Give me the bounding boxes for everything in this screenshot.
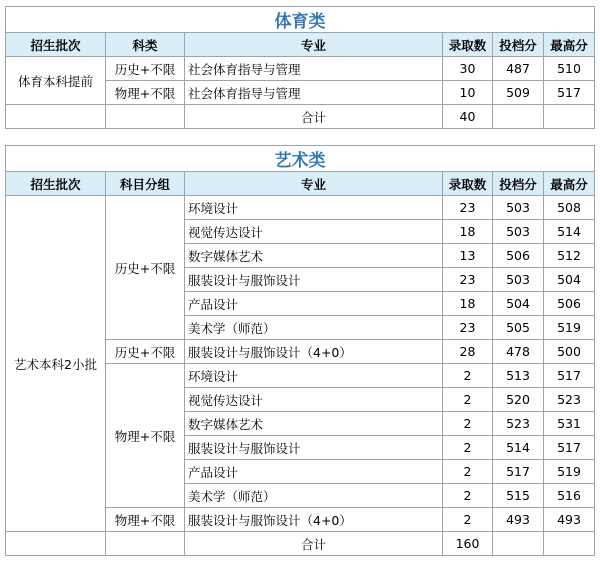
filing-score-cell: 478 bbox=[493, 340, 544, 364]
category-cell: 物理+不限 bbox=[106, 81, 185, 105]
header-category: 科类 bbox=[106, 33, 185, 57]
admitted-cell: 30 bbox=[443, 57, 493, 81]
filing-score-cell: 514 bbox=[493, 436, 544, 460]
table-row bbox=[6, 57, 595, 81]
major-cell: 视觉传达设计 bbox=[185, 388, 443, 412]
major-cell: 服装设计与服饰设计（4+0） bbox=[185, 508, 443, 532]
header-filing-score: 投档分 bbox=[493, 172, 544, 196]
max-score-cell: 519 bbox=[544, 316, 595, 340]
major-cell: 产品设计 bbox=[185, 292, 443, 316]
major-cell: 美术学（师范） bbox=[185, 316, 443, 340]
total-value: 160 bbox=[443, 532, 493, 556]
admitted-cell: 23 bbox=[443, 316, 493, 340]
admitted-cell: 28 bbox=[443, 340, 493, 364]
header-major: 专业 bbox=[185, 33, 443, 57]
admitted-cell: 18 bbox=[443, 220, 493, 244]
arts-header-row bbox=[6, 172, 595, 196]
filing-score-cell: 523 bbox=[493, 412, 544, 436]
max-score-cell: 510 bbox=[544, 57, 595, 81]
major-cell: 社会体育指导与管理 bbox=[185, 57, 443, 81]
subject-group-cell: 物理+不限 bbox=[106, 508, 185, 532]
filing-score-cell: 493 bbox=[493, 508, 544, 532]
max-score-cell: 508 bbox=[544, 196, 595, 220]
admitted-cell: 18 bbox=[443, 292, 493, 316]
filing-score-cell: 520 bbox=[493, 388, 544, 412]
admitted-cell: 2 bbox=[443, 436, 493, 460]
sports-table bbox=[5, 6, 595, 129]
arts-title: 艺术类 bbox=[6, 146, 595, 172]
total-value: 40 bbox=[443, 105, 493, 129]
sports-title: 体育类 bbox=[6, 7, 595, 33]
admitted-cell: 10 bbox=[443, 81, 493, 105]
max-score-cell: 517 bbox=[544, 81, 595, 105]
header-major: 专业 bbox=[185, 172, 443, 196]
filing-score-cell: 517 bbox=[493, 460, 544, 484]
total-row bbox=[6, 532, 595, 556]
sports-table-block bbox=[5, 6, 594, 129]
header-batch: 招生批次 bbox=[6, 172, 106, 196]
admitted-cell: 23 bbox=[443, 196, 493, 220]
filing-score-cell: 504 bbox=[493, 292, 544, 316]
sports-header-row bbox=[6, 33, 595, 57]
max-score-cell: 517 bbox=[544, 436, 595, 460]
max-score-cell: 504 bbox=[544, 268, 595, 292]
filing-score-cell: 509 bbox=[493, 81, 544, 105]
major-cell: 服装设计与服饰设计 bbox=[185, 436, 443, 460]
major-cell: 数字媒体艺术 bbox=[185, 412, 443, 436]
admitted-cell: 2 bbox=[443, 364, 493, 388]
major-cell: 视觉传达设计 bbox=[185, 220, 443, 244]
max-score-cell: 519 bbox=[544, 460, 595, 484]
filing-score-cell: 487 bbox=[493, 57, 544, 81]
filing-score-cell: 503 bbox=[493, 196, 544, 220]
max-score-cell: 514 bbox=[544, 220, 595, 244]
filing-score-cell: 503 bbox=[493, 268, 544, 292]
admitted-cell: 23 bbox=[443, 268, 493, 292]
header-max-score: 最高分 bbox=[544, 172, 595, 196]
filing-score-cell: 503 bbox=[493, 220, 544, 244]
max-score-cell: 516 bbox=[544, 484, 595, 508]
admitted-cell: 13 bbox=[443, 244, 493, 268]
arts-table-block bbox=[5, 145, 594, 556]
major-cell: 环境设计 bbox=[185, 364, 443, 388]
major-cell: 服装设计与服饰设计 bbox=[185, 268, 443, 292]
major-cell: 社会体育指导与管理 bbox=[185, 81, 443, 105]
max-score-cell: 506 bbox=[544, 292, 595, 316]
filing-score-cell: 505 bbox=[493, 316, 544, 340]
table-row bbox=[6, 196, 595, 220]
total-row bbox=[6, 105, 595, 129]
batch-cell: 艺术本科2小批 bbox=[6, 196, 106, 532]
header-admitted: 录取数 bbox=[443, 172, 493, 196]
arts-table bbox=[5, 145, 595, 556]
header-filing-score: 投档分 bbox=[493, 33, 544, 57]
max-score-cell: 500 bbox=[544, 340, 595, 364]
max-score-cell: 512 bbox=[544, 244, 595, 268]
admitted-cell: 2 bbox=[443, 460, 493, 484]
admitted-cell: 2 bbox=[443, 412, 493, 436]
batch-cell: 体育本科提前 bbox=[6, 57, 106, 105]
admitted-cell: 2 bbox=[443, 508, 493, 532]
admitted-cell: 2 bbox=[443, 484, 493, 508]
max-score-cell: 531 bbox=[544, 412, 595, 436]
total-label: 合计 bbox=[185, 532, 443, 556]
major-cell: 美术学（师范） bbox=[185, 484, 443, 508]
max-score-cell: 517 bbox=[544, 364, 595, 388]
header-max-score: 最高分 bbox=[544, 33, 595, 57]
subject-group-cell: 历史+不限 bbox=[106, 340, 185, 364]
header-admitted: 录取数 bbox=[443, 33, 493, 57]
filing-score-cell: 506 bbox=[493, 244, 544, 268]
max-score-cell: 523 bbox=[544, 388, 595, 412]
major-cell: 服装设计与服饰设计（4+0） bbox=[185, 340, 443, 364]
subject-group-cell: 历史+不限 bbox=[106, 196, 185, 340]
major-cell: 环境设计 bbox=[185, 196, 443, 220]
filing-score-cell: 513 bbox=[493, 364, 544, 388]
total-label: 合计 bbox=[185, 105, 443, 129]
category-cell: 历史+不限 bbox=[106, 57, 185, 81]
major-cell: 数字媒体艺术 bbox=[185, 244, 443, 268]
major-cell: 产品设计 bbox=[185, 460, 443, 484]
filing-score-cell: 515 bbox=[493, 484, 544, 508]
header-batch: 招生批次 bbox=[6, 33, 106, 57]
admitted-cell: 2 bbox=[443, 388, 493, 412]
subject-group-cell: 物理+不限 bbox=[106, 364, 185, 508]
max-score-cell: 493 bbox=[544, 508, 595, 532]
header-subject-group: 科目分组 bbox=[106, 172, 185, 196]
